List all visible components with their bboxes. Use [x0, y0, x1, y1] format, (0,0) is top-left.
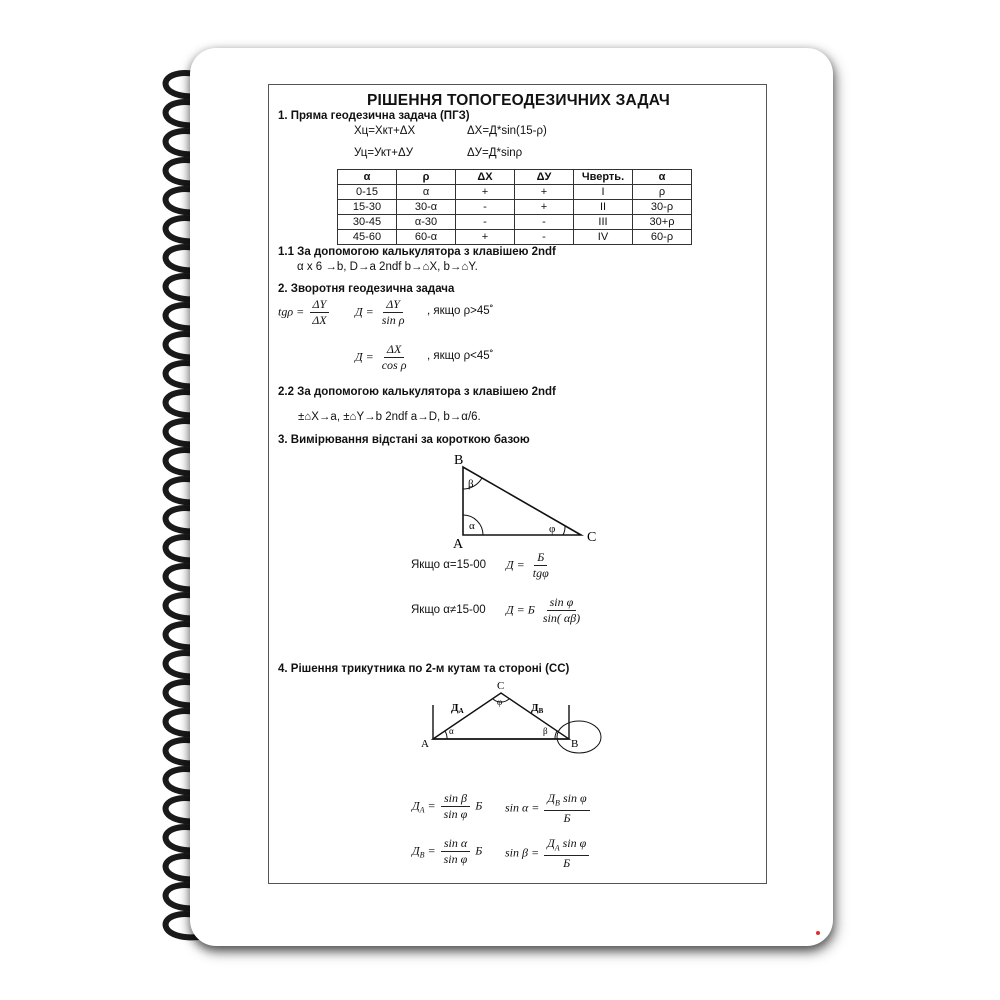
cos-rho-denominator: cos ρ	[381, 358, 407, 372]
table-cell: α	[397, 185, 456, 200]
dx-denominator: ΔX	[312, 313, 327, 327]
vertex-c-label: C	[587, 530, 597, 545]
corner-dot	[816, 931, 820, 935]
table-cell: +	[456, 185, 515, 200]
formula-d-sin	[355, 297, 410, 328]
table-row	[338, 215, 692, 230]
quarter-table	[337, 169, 692, 245]
section-4-heading: 4. Рішення трикутника по 2-м кутам та стороні (СС)	[278, 663, 570, 675]
d-label: Д =	[355, 304, 374, 319]
base-factor: Б	[475, 843, 483, 858]
condition-rho-gt-45: , якщо ρ>45˚	[427, 305, 494, 317]
section-3-heading: 3. Вимірювання відстані за короткою базою	[278, 434, 530, 446]
formula-xc: Хц=Хкт+ΔХ	[354, 125, 416, 137]
section-2-2-heading: 2.2 За допомогою калькулятора з клавішею 2ndf	[278, 386, 556, 398]
table-cell: +	[515, 200, 574, 215]
equals: =	[427, 843, 436, 858]
table-cell: -	[456, 200, 515, 215]
d-label: Д =	[506, 557, 525, 572]
equals: =	[427, 798, 436, 813]
formula-d-cos	[355, 342, 412, 373]
formula-db	[412, 836, 482, 867]
section-2-2-text: ±⌂X→a, ±⌂Y→b 2ndf a→D, b→α/6.	[298, 411, 481, 423]
alpha-arc	[445, 731, 447, 739]
base-factor: Б	[475, 798, 483, 813]
angle-beta-label: β	[468, 478, 474, 490]
base-denominator: Б	[563, 856, 571, 871]
vertex-c-label: C	[497, 680, 505, 692]
table-cell: 60-ρ	[633, 230, 692, 245]
base-denominator: Б	[563, 811, 571, 826]
sin-beta-lhs: sin β =	[505, 845, 540, 860]
formula-dx: ΔХ=Д*sin(15-ρ)	[467, 125, 547, 137]
side-da-label: ДА	[451, 702, 464, 715]
vertex-b-label: B	[454, 453, 464, 468]
condition-alpha-eq: Якщо α=15-00	[411, 559, 487, 571]
sin-phi-denominator: sin φ	[443, 852, 468, 866]
side-db-label: ДВ	[531, 702, 544, 715]
dy-numerator: ΔY	[310, 297, 330, 313]
table-cell: ρ	[633, 185, 692, 200]
condition-alpha-neq: Якщо α≠15-00	[411, 604, 486, 616]
angle-phi-label: φ	[549, 523, 556, 535]
table-header-cell: ΔУ	[515, 170, 574, 185]
table-header-cell: ΔХ	[456, 170, 515, 185]
angle-beta-label: β	[543, 726, 548, 736]
vertex-a-label: A	[453, 537, 464, 549]
table-cell: 30+ρ	[633, 215, 692, 230]
table-cell: 15-30	[338, 200, 397, 215]
formula-dy: ΔУ=Д*sinρ	[467, 147, 523, 159]
db-subscript: В	[419, 850, 425, 860]
document-sheet	[268, 84, 767, 884]
table-header-cell: α	[633, 170, 692, 185]
sin-phi-denominator: sin φ	[443, 807, 468, 821]
two-angle-triangle-diagram	[419, 679, 619, 759]
page-title: РІШЕННЯ ТОПОГЕОДЕЗИЧНИХ ЗАДАЧ	[366, 92, 671, 109]
tgphi-denominator: tgφ	[532, 566, 549, 580]
section-1-1-text: α х 6 →b, D→a 2ndf b→⌂X, b→⌂Y.	[297, 261, 478, 273]
table-cell: α-30	[397, 215, 456, 230]
formula-d-tgphi	[506, 550, 554, 581]
tg-rho-label: tgρ =	[278, 304, 305, 319]
dx-numerator: ΔX	[384, 342, 404, 358]
table-cell: 30-45	[338, 215, 397, 230]
da-subscript: А	[419, 805, 425, 815]
da-sinphi-numerator: $Д_А$ sin φ	[544, 836, 589, 856]
sin-rho-denominator: sin ρ	[381, 313, 405, 327]
table-row	[338, 230, 692, 245]
table-cell: 0-15	[338, 185, 397, 200]
db-sinphi-numerator: $Д_В$ sin φ	[544, 791, 589, 811]
table-cell: I	[574, 185, 633, 200]
section-1-heading: 1. Пряма геодезична задача (ПГЗ)	[278, 110, 470, 122]
table-cell: 45-60	[338, 230, 397, 245]
table-cell: IV	[574, 230, 633, 245]
table-cell: 30-ρ	[633, 200, 692, 215]
formula-d-sinphi	[506, 595, 585, 626]
d-label: Д =	[506, 602, 525, 617]
table-cell: +	[456, 230, 515, 245]
table-cell: III	[574, 215, 633, 230]
short-base-triangle-diagram	[449, 449, 609, 549]
table-cell: -	[515, 215, 574, 230]
angle-phi-label: φ	[497, 697, 503, 707]
sinphi-numerator: sin φ	[547, 595, 577, 611]
table-header-cell: Чверть.	[574, 170, 633, 185]
table-cell: II	[574, 200, 633, 215]
formula-sin-alpha	[505, 791, 592, 826]
db-symbol: Д	[412, 843, 420, 858]
table-header-cell: ρ	[397, 170, 456, 185]
table-row	[338, 185, 692, 200]
da-symbol: Д	[412, 798, 420, 813]
table-cell: -	[515, 230, 574, 245]
section-2-heading: 2. Зворотня геодезична задача	[278, 283, 455, 295]
vertex-b-label: B	[571, 738, 579, 750]
angle-alpha-label: α	[469, 520, 475, 532]
dy-numerator: ΔY	[383, 297, 403, 313]
table-header-cell: α	[338, 170, 397, 185]
sinab-denominator: sin( αβ)	[542, 611, 581, 625]
sin-beta-numerator: sin β	[441, 791, 470, 807]
section-1-1-heading: 1.1 За допомогою калькулятора з клавішею 2ndf	[278, 246, 556, 258]
sin-alpha-lhs: sin α =	[505, 800, 540, 815]
condition-rho-lt-45: , якщо ρ<45˚	[427, 350, 494, 362]
table-cell: -	[456, 215, 515, 230]
table-cell: +	[515, 185, 574, 200]
table-cell: 60-α	[397, 230, 456, 245]
sin-alpha-numerator: sin α	[441, 836, 470, 852]
formula-yc: Уц=Укт+ΔУ	[354, 147, 414, 159]
base-factor: Б	[527, 602, 535, 617]
d-label: Д =	[355, 349, 374, 364]
formula-sin-beta	[505, 836, 591, 871]
vertex-a-label: A	[421, 738, 429, 750]
base-numerator: Б	[534, 550, 547, 566]
angle-alpha-label: α	[449, 726, 454, 736]
formula-da	[412, 791, 482, 822]
table-row	[338, 200, 692, 215]
formula-tg-rho	[278, 297, 332, 328]
table-cell: 30-α	[397, 200, 456, 215]
phi-arc	[563, 526, 565, 535]
point-b-circle	[557, 721, 601, 753]
